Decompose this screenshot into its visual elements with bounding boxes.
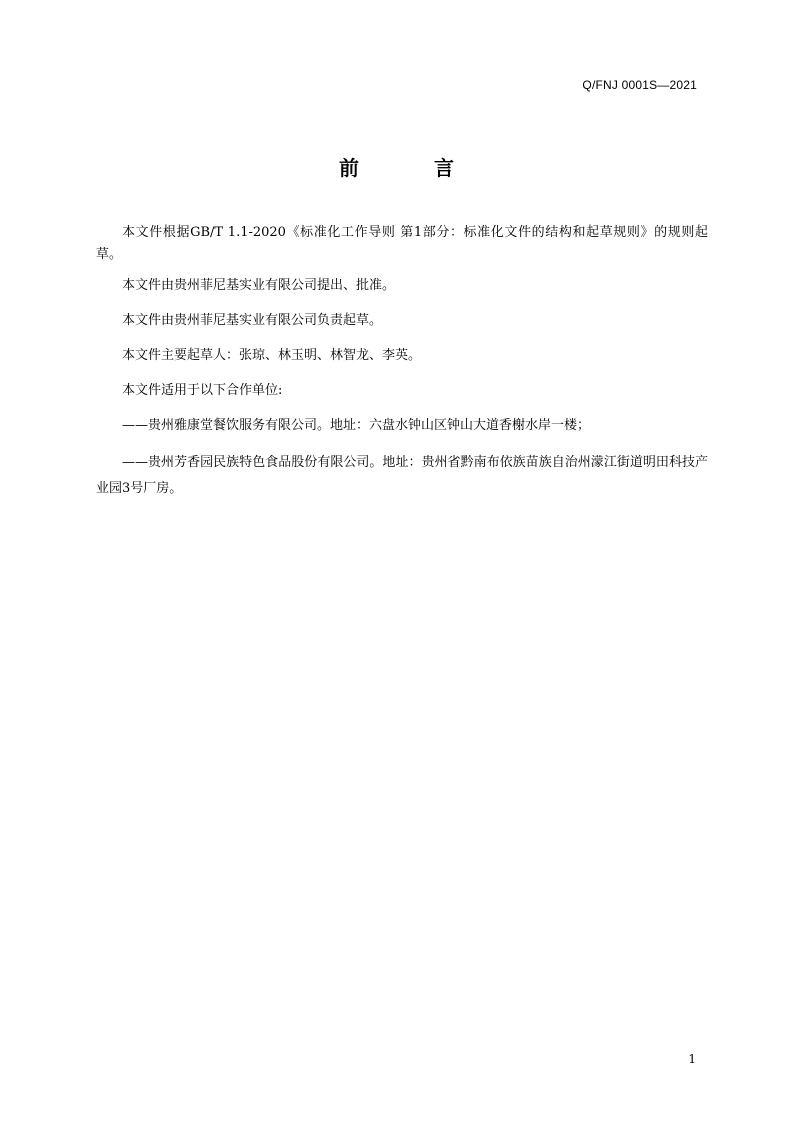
paragraph-proposer: 本文件由贵州菲尼基实业有限公司提出、批准。 — [122, 278, 396, 293]
list-item-partner-1: ——贵州雅康堂餐饮服务有限公司。地址：六盘水钟山区钟山大道香榭水岸一楼； — [122, 418, 591, 433]
page-title: 前 言 — [339, 156, 488, 180]
document-body — [96, 222, 708, 515]
paragraph-applicable-units: 本文件适用于以下合作单位: — [122, 383, 283, 398]
paragraph-drafting-basis: 本文件根据GB/T 1.1-2020《标准化工作导则 第1部分：标准化文件的结构和起草规则》的规则起草。 — [96, 225, 708, 262]
list-item-partner-2: ——贵州芳香园民族特色食品股份有限公司。地址：贵州省黔南布依族苗族自治州濛江街道明田科技产业园3号厂房。 — [96, 455, 708, 496]
page-number: 1 — [688, 1052, 696, 1066]
paragraph-drafter-org: 本文件由贵州菲尼基实业有限公司负责起草。 — [122, 313, 383, 328]
standard-code: Q/FNJ 0001S—2021 — [582, 78, 697, 92]
paragraph-drafters: 本文件主要起草人：张琼、林玉明、林智龙、李英。 — [122, 348, 422, 363]
